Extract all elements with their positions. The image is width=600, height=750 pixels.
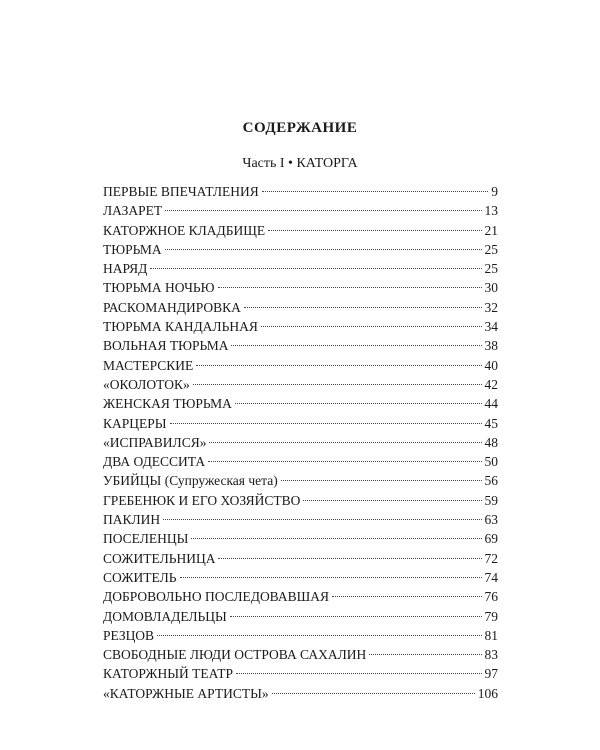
toc-entry-title: СВОБОДНЫЕ ЛЮДИ ОСТРОВА САХАЛИН: [103, 647, 367, 663]
toc-entry-page: 25: [484, 261, 498, 277]
part-heading: Часть I • КАТОРГА: [242, 156, 358, 171]
toc-entry-page: 25: [484, 241, 498, 257]
toc-entry: [103, 645, 498, 664]
toc-entry: [103, 298, 498, 317]
toc-entry-title: КАТОРЖНЫЙ ТЕАТР: [103, 666, 233, 682]
toc-entry-title: НАРЯД: [103, 261, 148, 277]
toc-entry: [103, 664, 498, 683]
toc-entry-title: ТЮРЬМА: [103, 241, 162, 257]
toc-entry: [103, 568, 498, 587]
toc-entry-page: 74: [484, 569, 498, 585]
toc-entry: [103, 259, 498, 278]
toc-entry-title: ПОСЕЛЕНЦЫ: [103, 531, 189, 547]
toc-entry-page: 42: [484, 376, 498, 392]
dot-leader: [369, 654, 481, 655]
toc-entry: [103, 375, 498, 394]
dot-leader: [262, 191, 489, 192]
toc-entry: [103, 278, 498, 297]
toc-entry: [103, 182, 498, 201]
toc-entry-page: 72: [484, 550, 498, 566]
toc-entry: [103, 336, 498, 355]
toc-entry-title: ГРЕБЕНЮК И ЕГО ХОЗЯЙСТВО: [103, 492, 301, 508]
toc-entry: [103, 549, 498, 568]
toc-entry-page: 45: [484, 415, 498, 431]
dot-leader: [191, 538, 481, 539]
toc-entry-page: 38: [484, 338, 498, 354]
toc-entry-title: КАТОРЖНОЕ КЛАДБИЩЕ: [103, 222, 266, 238]
dot-leader: [230, 616, 482, 617]
dot-leader: [150, 268, 481, 269]
dot-leader: [193, 384, 482, 385]
dot-leader: [208, 461, 481, 462]
toc-entry-page: 34: [484, 319, 498, 335]
toc-entry-page: 59: [484, 492, 498, 508]
toc-entry-title: ЛАЗАРЕТ: [103, 203, 163, 219]
toc-entry-page: 56: [484, 473, 498, 489]
toc-entry-page: 81: [484, 627, 498, 643]
toc-entry: [103, 394, 498, 413]
toc-entry: [103, 356, 498, 375]
toc-entry-title: ДВА ОДЕССИТА: [103, 454, 206, 470]
toc-entry: [103, 587, 498, 606]
toc-entry: [103, 626, 498, 645]
toc-entry-title: «КАТОРЖНЫЕ АРТИСТЫ»: [103, 685, 269, 701]
toc-entry-page: 32: [484, 299, 498, 315]
dot-leader: [272, 693, 475, 694]
toc-entry-page: 97: [484, 666, 498, 682]
toc-entry-page: 21: [484, 222, 498, 238]
dot-leader: [165, 249, 482, 250]
toc-entry-title: ДОБРОВОЛЬНО ПОСЛЕДОВАВШАЯ: [103, 589, 329, 605]
dot-leader: [209, 442, 481, 443]
toc-entry-page: 30: [484, 280, 498, 296]
dot-leader: [244, 307, 482, 308]
dot-leader: [180, 577, 482, 578]
toc-entry: [103, 491, 498, 510]
toc-entry-page: 83: [484, 647, 498, 663]
toc-entry-title: КАРЦЕРЫ: [103, 415, 167, 431]
toc-entry-title: ЖЕНСКАЯ ТЮРЬМА: [103, 396, 232, 412]
dot-leader: [231, 345, 481, 346]
toc-entry-page: 50: [484, 454, 498, 470]
dot-leader: [218, 558, 481, 559]
dot-leader: [163, 519, 481, 520]
toc-entry: [103, 240, 498, 259]
toc-entry-page: 13: [484, 203, 498, 219]
dot-leader: [268, 230, 481, 231]
toc-entry-title: СОЖИТЕЛЬНИЦА: [103, 550, 216, 566]
toc-entry-page: 40: [484, 357, 498, 373]
toc-entry-page: 69: [484, 531, 498, 547]
toc-entry-title: «ОКОЛОТОК»: [103, 376, 190, 392]
toc-entry: [103, 684, 498, 703]
toc-entry-page: 76: [484, 589, 498, 605]
toc-entry-title: «ИСПРАВИЛСЯ»: [103, 434, 207, 450]
toc-entry: [103, 471, 498, 490]
dot-leader: [235, 403, 482, 404]
dot-leader: [236, 673, 482, 674]
toc-entry-page: 106: [477, 685, 498, 701]
dot-leader: [218, 287, 482, 288]
toc-entry-title: РАСКОМАНДИРОВКА: [103, 299, 241, 315]
toc-entry: [103, 433, 498, 452]
toc-entry-title: УБИЙЦЫ (Супружеская чета): [103, 473, 278, 489]
toc-entry: [103, 221, 498, 240]
toc-entry-title: ПЕРВЫЕ ВПЕЧАТЛЕНИЯ: [103, 184, 259, 199]
toc-entry-title: МАСТЕРСКИЕ: [103, 357, 194, 373]
toc-entry: [103, 510, 498, 529]
page-title: СОДЕРЖАНИЕ: [242, 120, 358, 136]
dot-leader: [157, 635, 481, 636]
dot-leader: [170, 423, 482, 424]
dot-leader: [281, 480, 482, 481]
toc-entry-title: ВОЛЬНАЯ ТЮРЬМА: [103, 338, 229, 354]
dot-leader: [196, 365, 481, 366]
toc-entry-title: РЕЗЦОВ: [103, 627, 155, 643]
toc-entry-title: СОЖИТЕЛЬ: [103, 569, 177, 585]
toc-entry-page: 63: [484, 512, 498, 528]
toc-entry: [103, 452, 498, 471]
toc-entry: [103, 529, 498, 548]
toc-entry: [103, 607, 498, 626]
toc-entry-page: 48: [484, 434, 498, 450]
toc-entry-title: ТЮРЬМА КАНДАЛЬНАЯ: [103, 319, 258, 335]
toc-entry-page: 9: [491, 184, 498, 199]
dot-leader: [165, 210, 481, 211]
toc-entry-title: ПАКЛИН: [103, 512, 161, 528]
toc-entry-page: 79: [484, 608, 498, 624]
toc-entry: [103, 414, 498, 433]
dot-leader: [261, 326, 482, 327]
dot-leader: [332, 596, 482, 597]
toc-entry: [103, 317, 498, 336]
toc-entry: [103, 201, 498, 220]
toc-entry-title: ТЮРЬМА НОЧЬЮ: [103, 280, 215, 296]
toc-entry-page: 44: [484, 396, 498, 412]
toc-entry-title: ДОМОВЛАДЕЛЬЦЫ: [103, 608, 227, 624]
dot-leader: [303, 500, 481, 501]
table-of-contents: [103, 182, 498, 703]
